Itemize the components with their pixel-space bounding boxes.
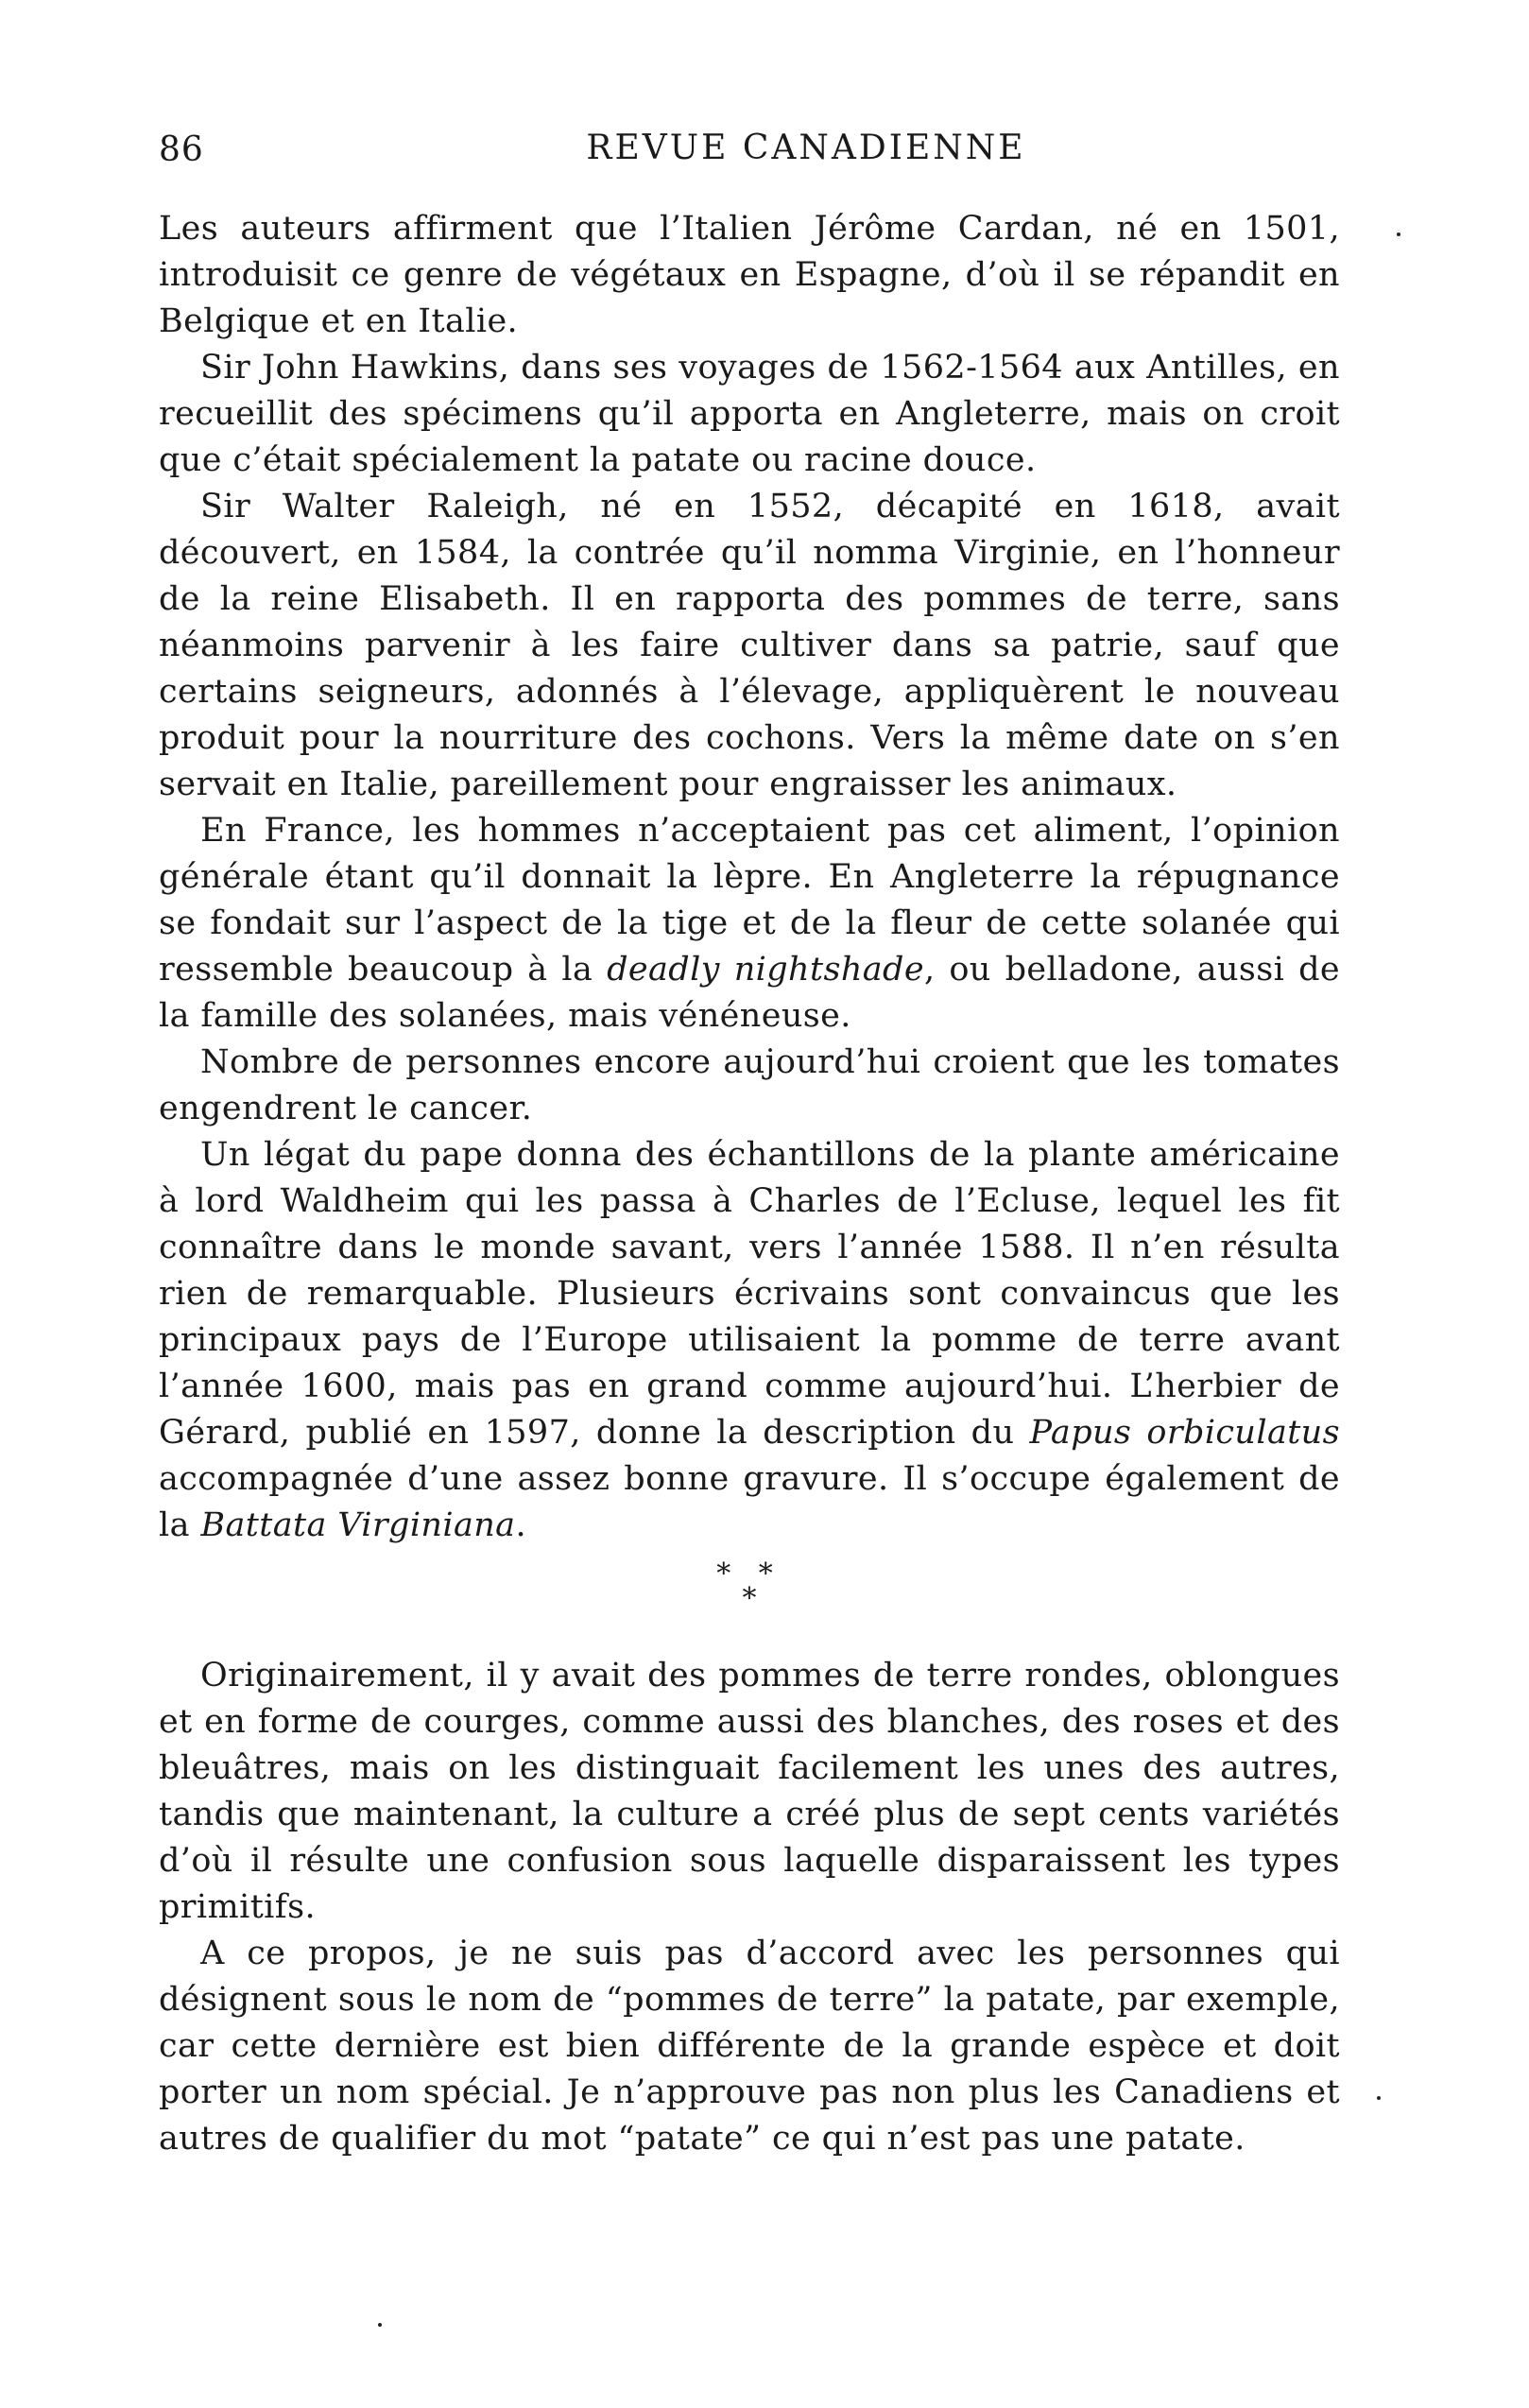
section-break-asterism	[159, 1549, 1340, 1653]
text-run: Originairement, il y avait des pommes de terre rondes, oblongues et en forme de courges, comme aussi des blanches, des roses et des bleuâtres, mais on les distinguait facilement les unes des autres, tandis que maintenant, la culture a créé plus de sept cents variétés d’où il résulte une confusion sous laquelle disparaissent les types primitifs.	[159, 1657, 1340, 1926]
text-run: Nombre de personnes encore aujourd’hui croient que les tomates engendrent le cancer.	[159, 1043, 1340, 1127]
italic-term: Papus orbiculatus	[1029, 1414, 1340, 1452]
body-text	[159, 206, 1340, 1549]
paragraph	[159, 1040, 1340, 1132]
text-run: , ou belladone, aussi de la famille des solanées, mais vénéneuse.	[159, 951, 1340, 1035]
page	[159, 121, 1340, 2162]
text-run: Les auteurs affirment que l’Italien Jérôme Cardan, né en 1501, introduisit ce genre de végétaux en Espagne, d’où il se répandit en Belgique et en Italie.	[159, 210, 1340, 340]
text-run: .	[515, 1506, 526, 1544]
text-run: Sir John Hawkins, dans ses voyages de 1562-1564 aux Antilles, en recueillit des spécimens qu’il apporta en Angleterre, mais on croit que c’était spécialement la patate ou racine douce.	[159, 349, 1340, 479]
paragraph	[159, 1132, 1340, 1549]
asterism-top: * *	[716, 1557, 782, 1591]
paragraph	[159, 1653, 1340, 1931]
paragraph	[159, 808, 1340, 1040]
italic-term: deadly nightshade	[607, 951, 924, 989]
text-run: accompagnée d’une assez bonne gravure. Il s’occupe également de la	[159, 1460, 1340, 1544]
text-run: Sir Walter Raleigh, né en 1552, décapité en 1618, avait découvert, en 1584, la contrée qu’il nomma Virginie, en l’honneur de la reine Elisabeth. Il en rapporta des pommes de terre, sans néanmoins parvenir à les faire cultiver dans sa patrie, sauf que certains seigneurs, adonnés à l’élevage, appliquèrent le nouveau produit pour la nourriture des cochons. Vers la même date on s’en servait en Italie, pareillement pour engraisser les animaux.	[159, 488, 1340, 803]
page-number: 86	[159, 130, 204, 169]
paragraph	[159, 1931, 1340, 2162]
print-speck	[1377, 2096, 1381, 2100]
paragraph	[159, 345, 1340, 484]
print-speck	[378, 2323, 382, 2327]
page-header	[159, 121, 1340, 178]
asterism-bottom: *	[742, 1582, 757, 1615]
body-text-continued	[159, 1653, 1340, 2162]
running-title: REVUE CANADIENNE	[586, 129, 1026, 167]
text-run: A ce propos, je ne suis pas d’accord avec les personnes qui désignent sous le nom de “pommes de terre” la patate, par exemple, car cette dernière est bien différente de la grande espèce et doit porter un nom spécial. Je n’approuve pas non plus les Canadiens et autres de qualifier du mot “patate” ce qui n’est pas une patate.	[159, 1935, 1340, 2158]
print-speck	[1397, 232, 1400, 236]
paragraph	[159, 484, 1340, 808]
text-run: Un légat du pape donna des échantillons de la plante américaine à lord Waldheim qui les passa à Charles de l’Ecluse, lequel les fit connaître dans le monde savant, vers l’année 1588. Il n’en résulta rien de remarquable. Plusieurs écrivains sont convaincus que les principaux pays de l’Europe utilisaient la pomme de terre avant l’année 1600, mais pas en grand comme aujourd’hui. L’herbier de Gérard, publié en 1597, donne la description du	[159, 1136, 1340, 1452]
paragraph	[159, 206, 1340, 345]
italic-term: Battata Virginiana	[200, 1506, 516, 1544]
text-run: En France, les hommes n’acceptaient pas cet aliment, l’opinion générale étant qu’il donnait la lèpre. En Angleterre la répugnance se fondait sur l’aspect de la tige et de la fleur de cette solanée qui ressemble beaucoup à la	[159, 812, 1340, 989]
